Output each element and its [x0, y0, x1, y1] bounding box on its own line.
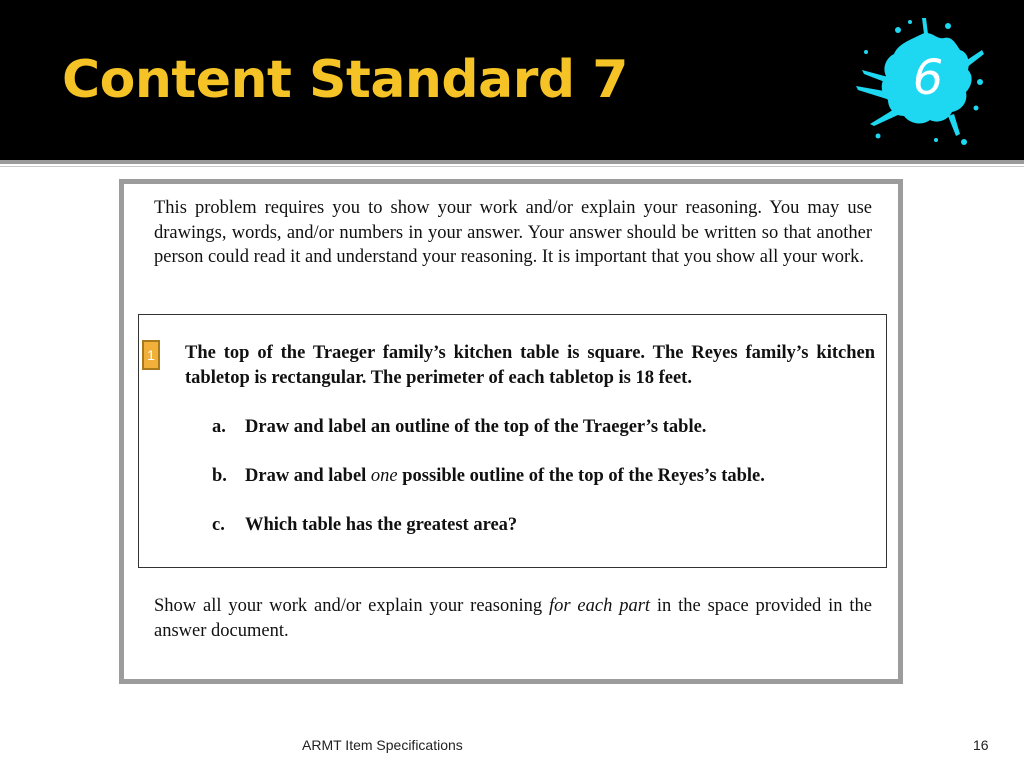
part-b-emphasis: one — [370, 466, 398, 486]
outro-text-start: Show all your work and/or explain your reasoning — [154, 596, 549, 616]
question-text: The top of the Traeger family’s kitchen table is square. The Reyes family’s kitchen tabletop is rectangular. The perimeter of each tabletop is 18 feet. — [185, 343, 875, 388]
footer-text: ARMT Item Specifications — [302, 737, 463, 753]
header-divider-thin — [0, 166, 1024, 167]
outro-emphasis: for each part — [548, 596, 651, 616]
document-frame — [119, 179, 903, 684]
instructions-paragraph: This problem requires you to show your work and/or explain your reasoning. You may use drawings, words, and/or numbers in your answer. Your answer should be written so that another person could read it and understand your reasoning. It is important that you show all your work. — [154, 198, 872, 267]
page-number: 16 — [973, 737, 989, 753]
question-part-b — [212, 466, 765, 487]
question-part-c — [212, 515, 517, 536]
question-box — [138, 314, 887, 568]
part-b-label: b. — [212, 466, 227, 486]
closing-instructions — [154, 594, 872, 644]
paint-splash-six-icon — [852, 12, 992, 152]
question-part-a — [212, 417, 706, 438]
outro-text-end: in the space provided in the answer document. — [154, 596, 872, 641]
part-a-label: a. — [212, 417, 226, 437]
title-bar — [0, 0, 1024, 160]
part-b-text-end: possible outline of the top of the Reyes’s table. — [397, 466, 765, 486]
logo-number: 6 — [912, 50, 944, 106]
slide-title: Content Standard 7 — [62, 50, 628, 110]
part-b-text-start: Draw and label — [245, 466, 371, 486]
header-divider — [0, 160, 1024, 164]
part-a-text: Draw and label an outline of the top of the Traeger’s table. — [245, 417, 707, 437]
question-number-badge: 1 — [142, 340, 160, 370]
part-c-text: Which table has the greatest area? — [245, 515, 518, 535]
part-c-label: c. — [212, 515, 225, 535]
